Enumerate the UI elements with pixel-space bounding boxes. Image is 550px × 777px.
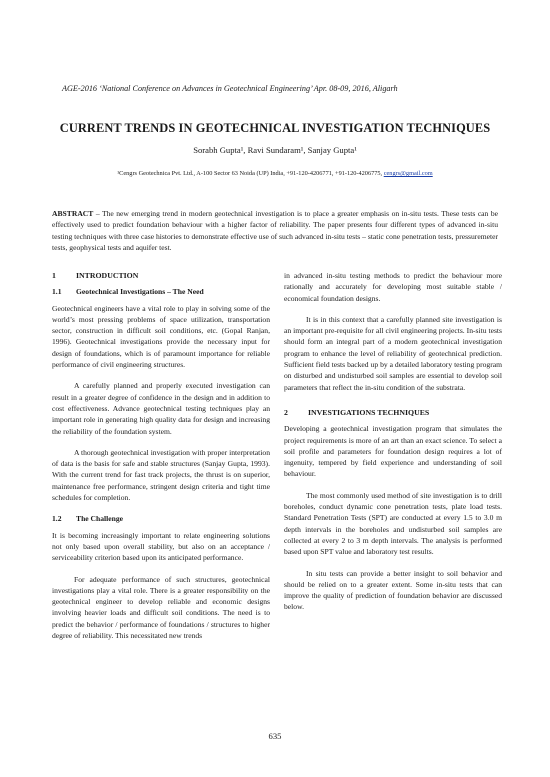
affiliation-email-link[interactable]: cengrs@gmail.com	[383, 170, 433, 177]
affiliation	[0, 170, 550, 177]
paragraph: It is becoming increasingly important to relate engineering solutions not only based upon overall stability, but also on an acceptance / serviceability criterion based upon its anticipated performance.	[52, 530, 270, 563]
paragraph: For adequate performance of such structures, geotechnical investigations play a vital role. There is a greater responsibility on the geotechnical engineer to develop reliable and economic designs involving heavier loads and difficult soil conditions. The need is to predict the behavior / performance of foundations / structures to higher degree of reliability. This necessitated new trends	[52, 574, 270, 641]
subsection-heading-need	[52, 286, 270, 297]
author-list: Sorabh Gupta¹, Ravi Sundaram¹, Sanjay Gupta¹	[193, 145, 357, 155]
paragraph: A thorough geotechnical investigation with proper interpretation of data is the basis for safe and stable structures (Sanjay Gupta, 1993). With the current trend for fast track projects, the thrust is on superior, maintenance free performance, stringent design criteria and tight time schedules for completion.	[52, 447, 270, 503]
paragraph: Geotechnical engineers have a vital role to play in solving some of the world’s most pressing problems of space utilization, transportation sector, construction in difficult soil conditions, etc. (Gopal Ranjan, 1996). Geotechnical investigations provide the necessary input for design of foundations, which is of paramount importance for reliable performance of civil engineering structures.	[52, 303, 270, 370]
subsection-heading-challenge	[52, 513, 270, 524]
section-heading-techniques	[284, 407, 502, 418]
subsection-title: The Challenge	[76, 514, 124, 524]
paragraph: In situ tests can provide a better insight to soil behavior and should be relied on to a greater extent. Some in-situ tests that can improve the quality of prediction of foundation behavior are discussed below.	[284, 568, 502, 612]
paragraph: Developing a geotechnical investigation program that simulates the project requirements is more of an art than an exact science. To select a soil profile and parameters for foundation design requires a lot of ingenuity, tempered by field experience and understanding of soil behaviour.	[284, 424, 502, 479]
section-title: INTRODUCTION	[76, 271, 139, 280]
left-column	[52, 270, 270, 651]
abstract-text: – The new emerging trend in modern geotechnical investigation is to place a greater emphasis on in-situ tests. These tests can be effectively used to predict foundation behaviour with a higher factor of reliability. The paper presents four different types of advanced in-situ testing techniques with three case histories to demonstrate effective use of such advanced in-situ tests – static cone penetration tests, pressuremeter tests, geophysical tests and aquifer test.	[52, 209, 498, 253]
subsection-number: 1.2	[52, 514, 62, 524]
affiliation-text: ¹Cengrs Geotechnica Pvt. Ltd., A-100 Sector 63 Noida (UP) India, +91-120-4206771, +91-120-4206775,	[117, 170, 384, 177]
running-header: AGE-2016 ‘National Conference on Advances in Geotechnical Engineering’ Apr. 08-09, 2016, Aligarh	[62, 84, 398, 93]
paragraph: It is in this context that a carefully planned site investigation is an important pre-requisite for all civil engineering projects. In-situ tests should form an integral part of a modern geotechnical investigation program to enhance the level of reliability of geotechnical prediction. Sufficient field tests backed up by a detailed laboratory testing program on disturbed and undisturbed soil samples are essential to develop soil parameters that reflect the in-situ condition of the substrata.	[284, 314, 502, 392]
right-column	[284, 270, 502, 623]
abstract-label: ABSTRACT	[52, 209, 94, 218]
section-number: 1	[52, 271, 56, 280]
paragraph: in advanced in-situ testing methods to predict the behaviour more rationally and accurately for developing most suitable stable / economical foundation designs.	[284, 271, 502, 303]
subsection-number: 1.1	[52, 287, 62, 297]
abstract	[52, 208, 498, 254]
paragraph: A carefully planned and properly executed investigation can result in a greater degree of confidence in the design and in addition to cost effectiveness. Advance geotechnical testing techniques play an important role in generating high quality data for design and increasing the reliability of the foundation system.	[52, 381, 270, 436]
section-title: INVESTIGATIONS TECHNIQUES	[308, 407, 430, 417]
paper-title: CURRENT TRENDS IN GEOTECHNICAL INVESTIGATION TECHNIQUES	[59, 121, 491, 135]
subsection-title: Geotechnical Investigations – The Need	[76, 287, 204, 297]
section-heading-introduction	[52, 270, 270, 281]
page-number: 635	[268, 731, 282, 741]
section-number: 2	[284, 407, 288, 417]
paragraph: The most commonly used method of site investigation is to drill boreholes, conduct dynamic cone penetration tests, plate load tests. Standard Penetration Tests (SPT) are conducted at every 1.5 to 3.0 m depth intervals in the boreholes and undisturbed soil samples are collected at every 2 to 3 m depth intervals. The analysis is performed based upon SPT value and laboratory test results.	[284, 490, 502, 557]
